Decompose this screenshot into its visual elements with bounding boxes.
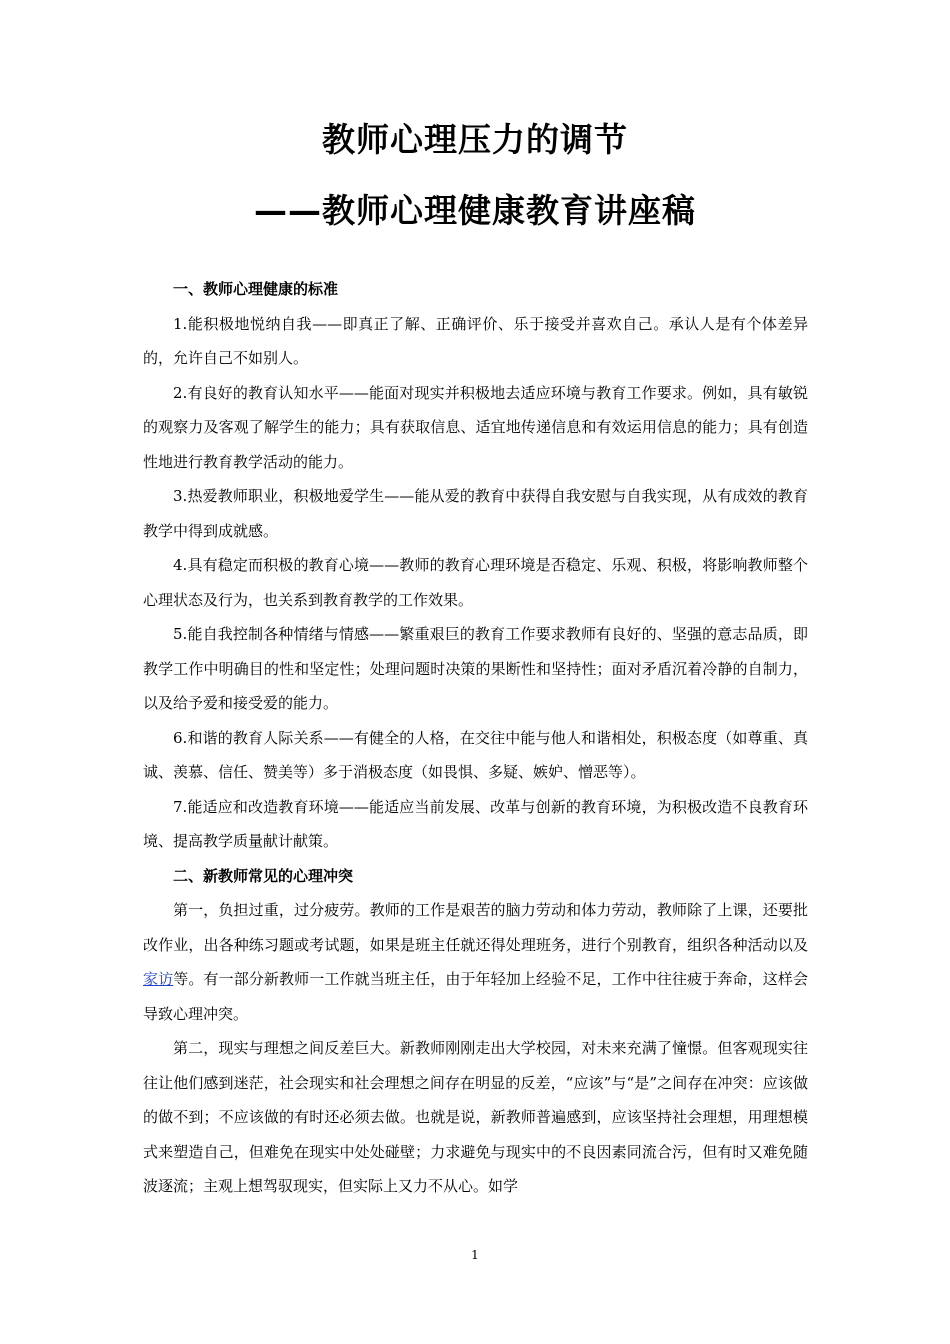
list-item: 7.能适应和改造教育环境——能适应当前发展、改革与创新的教育环境，为积极改造不良教育环境、提高教学质量献计献策。 (143, 797, 808, 850)
document-title: 教师心理压力的调节 (322, 120, 628, 159)
page-number: 1 (471, 1248, 479, 1262)
home-visit-link[interactable]: 家访 (143, 970, 174, 988)
list-item: 3.热爱教师职业，积极地爱学生——能从爱的教育中获得自我安慰与自我实现，从有成效的教育教学中得到成就感。 (143, 487, 808, 540)
paragraph (143, 893, 808, 1031)
paragraph: 第二，现实与理想之间反差巨大。新教师刚刚走出大学校园，对未来充满了憧憬。但客观现实往往让他们感到迷茫，社会现实和社会理想之间存在明显的反差，“应该”与“是”之间存在冲突：应该做的做不到；不应该做的有时还必须去做。也就是说，新教师普遍感到，应该坚持社会理想，用理想模式来塑造自己，但难免在现实中处处碰壁；力求避免与现实中的不良因素同流合污，但有时又难免随波逐流；主观上想驾驭现实，但实际上又力不从心。如学 (143, 1039, 808, 1195)
document-subtitle: ——教师心理健康教育讲座稿 (254, 191, 696, 230)
list-item: 1.能积极地悦纳自我——即真正了解、正确评价、乐于接受并喜欢自己。承认人是有个体差异的，允许自己不如别人。 (143, 314, 808, 367)
paragraph-text: 第一，负担过重，过分疲劳。教师的工作是艰苦的脑力劳动和体力劳动，教师除了上课，还要批改作业，出各种练习题或考试题，如果是班主任就还得处理班务，进行个别教育，组织各种活动以及 (143, 901, 808, 954)
section-heading: 二、新教师常见的心理冲突 (173, 866, 354, 885)
list-item: 5.能自我控制各种情绪与情感——繁重艰巨的教育工作要求教师有良好的、坚强的意志品质，即教学工作中明确目的性和坚定性；处理问题时决策的果断性和坚持性；面对矛盾沉着冷静的自制力，以及给予爱和接受爱的能力。 (143, 625, 808, 712)
list-item: 6.和谐的教育人际关系——有健全的人格，在交往中能与他人和谐相处，积极态度（如尊重、真诚、羡慕、信任、赞美等）多于消极态度（如畏惧、多疑、嫉妒、憎恶等）。 (143, 728, 808, 781)
paragraph-text: 等。有一部分新教师一工作就当班主任，由于年轻加上经验不足，工作中往往疲于奔命，这样会导致心理冲突。 (143, 970, 808, 1023)
list-item: 4.具有稳定而积极的教育心境——教师的教育心理环境是否稳定、乐观、积极，将影响教师整个心理状态及行为，也关系到教育教学的工作效果。 (143, 556, 808, 609)
list-item: 2.有良好的教育认知水平——能面对现实并积极地去适应环境与教育工作要求。例如，具有敏锐的观察力及客观了解学生的能力；具有获取信息、适宜地传递信息和有效运用信息的能力；具有创造性地进行教育教学活动的能力。 (143, 383, 808, 471)
document-body (143, 272, 808, 1204)
section-heading: 一、教师心理健康的标准 (173, 280, 339, 298)
